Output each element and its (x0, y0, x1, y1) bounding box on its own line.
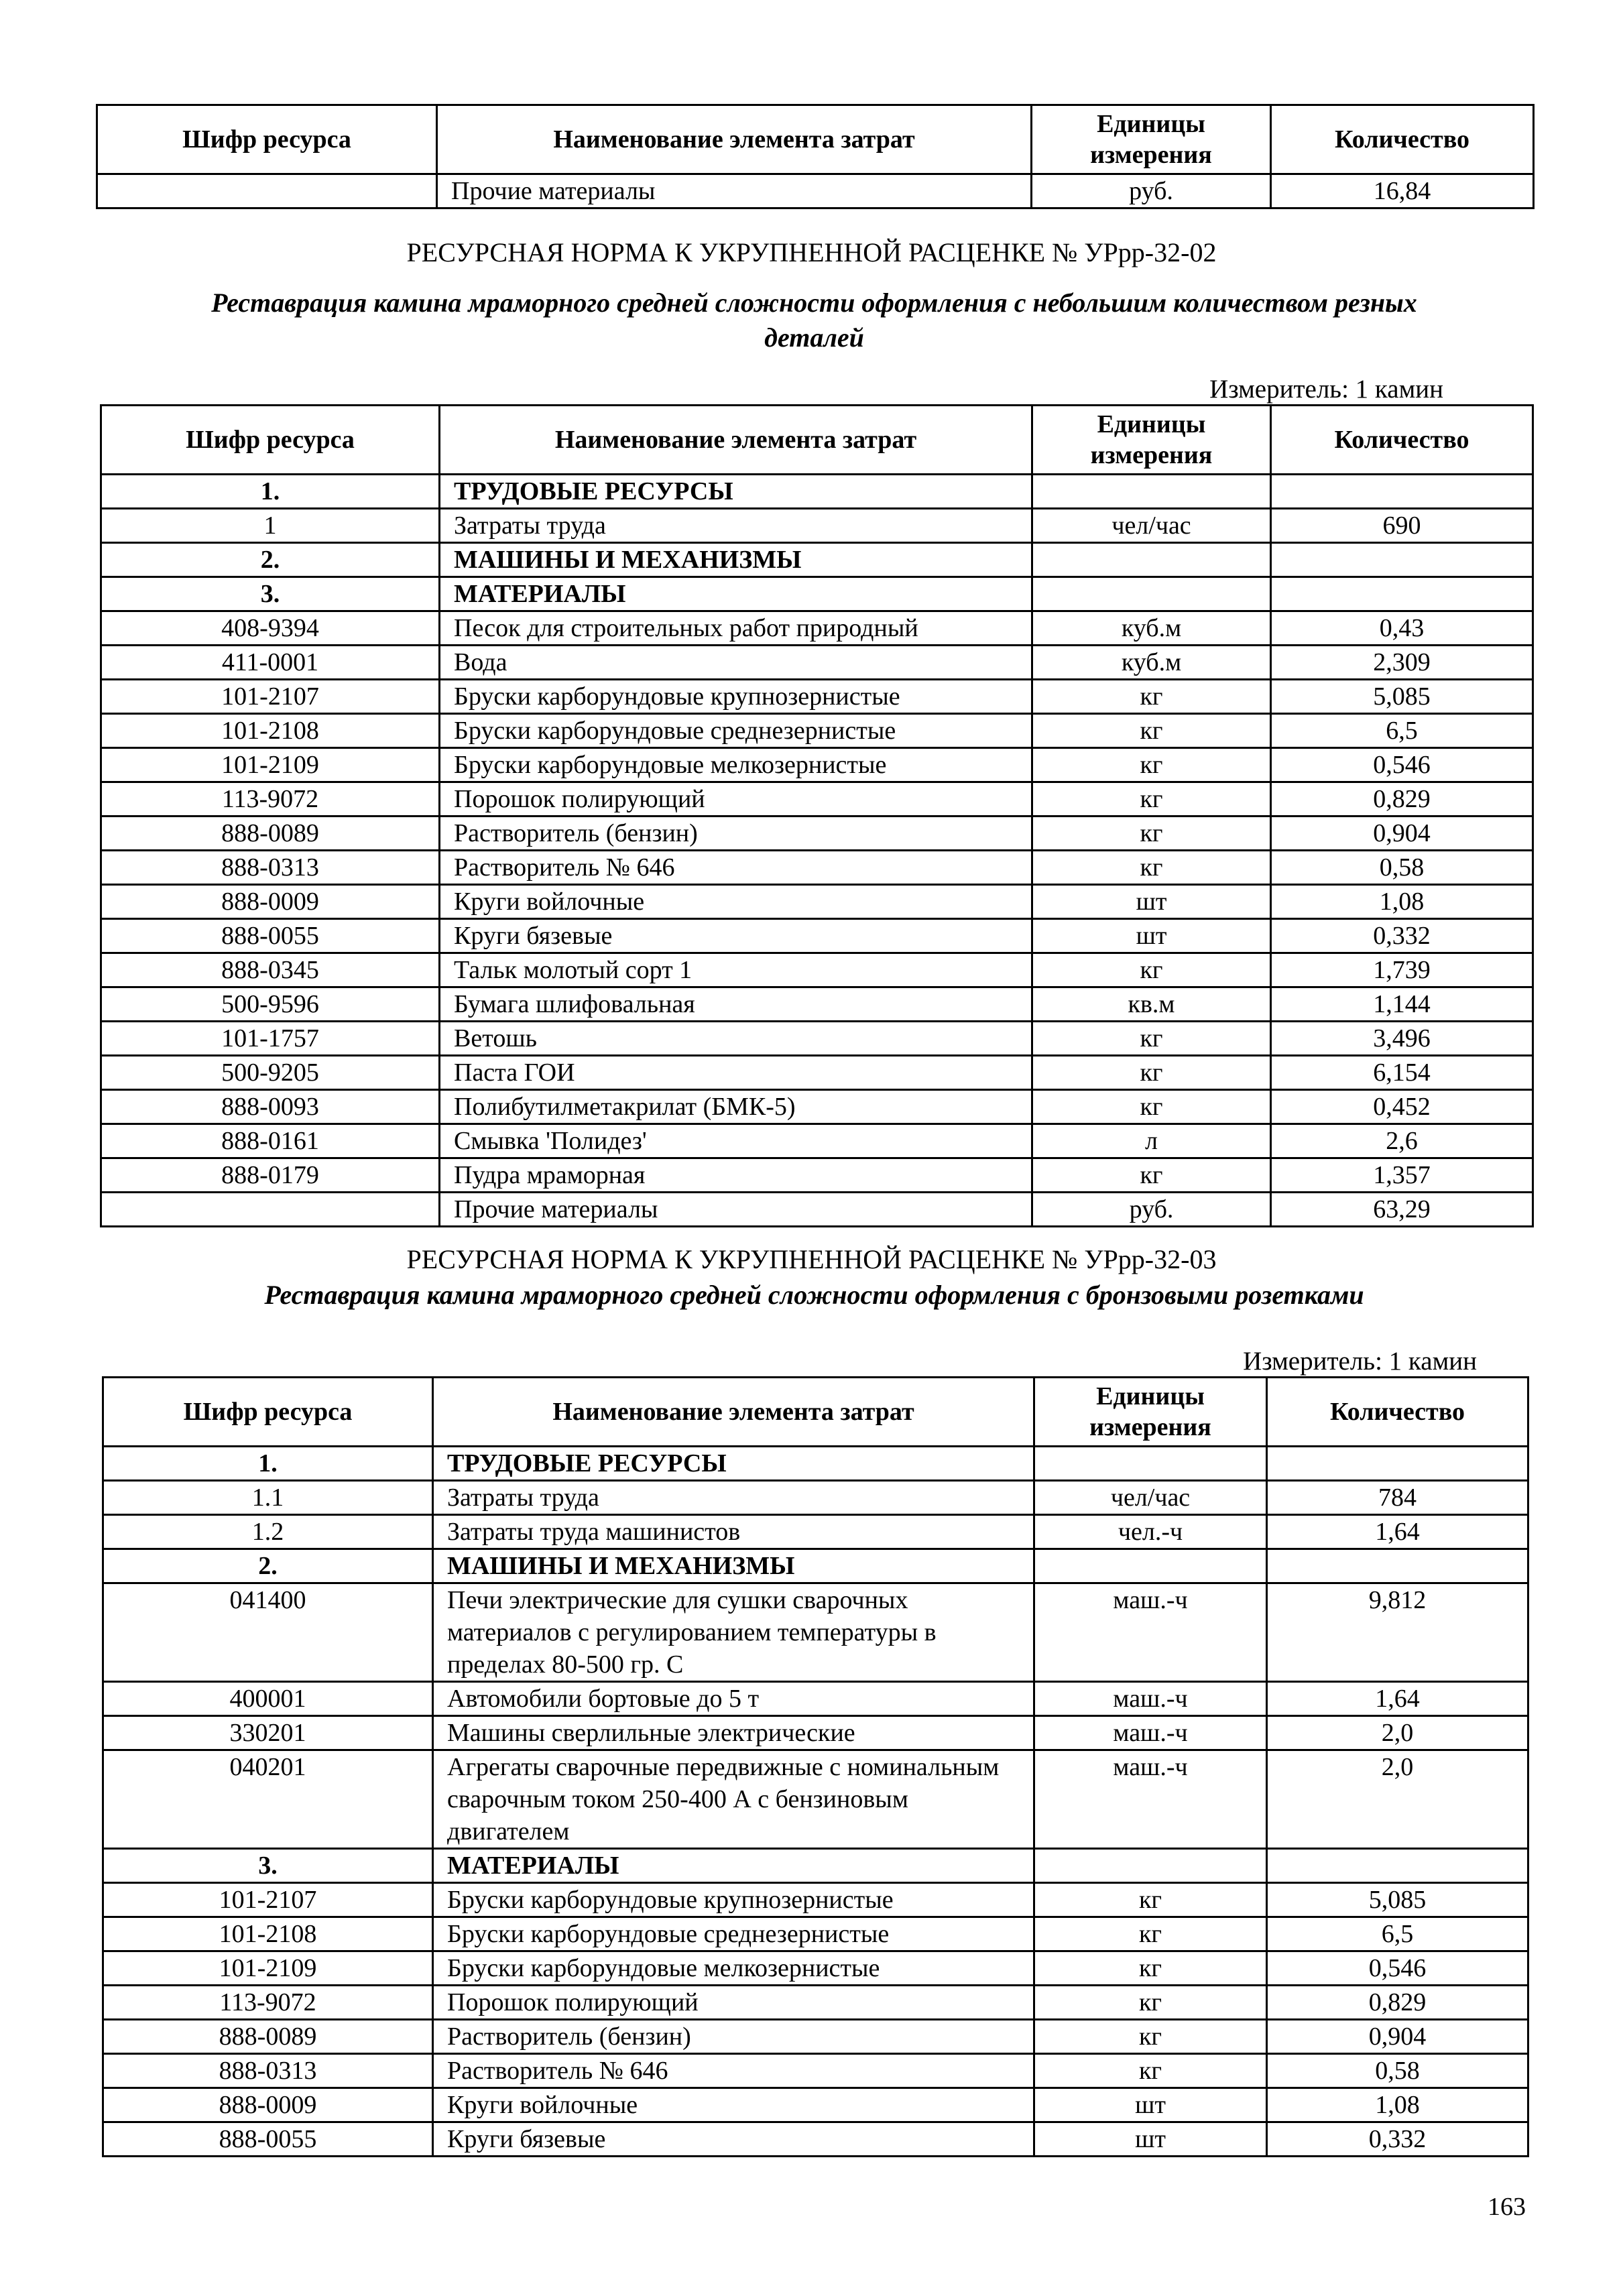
cell-code: 888-0345 (101, 953, 440, 987)
cell-qty: 2,309 (1271, 646, 1533, 680)
cell-qty (1267, 1447, 1528, 1481)
cell-code: 888-0313 (101, 851, 440, 885)
table-continuation (96, 104, 1535, 209)
cell-name: Пудра мраморная (440, 1158, 1032, 1193)
cell-unit: маш.-ч (1034, 1716, 1267, 1750)
cell-unit (1032, 577, 1271, 611)
cell-name: Затраты труда машинистов (433, 1515, 1034, 1549)
cell-qty: 6,154 (1271, 1056, 1533, 1090)
cell-name: Смывка 'Полидез' (440, 1124, 1032, 1158)
table-row (101, 611, 1533, 646)
cell-unit: кв.м (1032, 987, 1271, 1022)
cell-unit: кг (1034, 2054, 1267, 2088)
table-row (101, 646, 1533, 680)
table-section1 (100, 404, 1534, 1227)
cell-qty: 1,357 (1271, 1158, 1533, 1193)
cell-code: 3. (101, 577, 440, 611)
table-row (101, 1158, 1533, 1193)
cell-qty: 2,6 (1271, 1124, 1533, 1158)
cell-name: Паста ГОИ (440, 1056, 1032, 1090)
table-row (101, 1056, 1533, 1090)
cell-code: 2. (101, 543, 440, 577)
table-row (103, 1515, 1528, 1549)
cell-name: Затраты труда (440, 509, 1032, 543)
cell-code: 101-2109 (103, 1951, 433, 1986)
cell-qty: 0,829 (1267, 1986, 1528, 2020)
cell-unit: руб. (1032, 1193, 1271, 1227)
cell-unit: чел/час (1032, 509, 1271, 543)
table-row (101, 817, 1533, 851)
cell-qty: 0,58 (1271, 851, 1533, 885)
table-row (103, 1481, 1528, 1515)
cell-name: МАТЕРИАЛЫ (440, 577, 1032, 611)
cell-code: 1. (103, 1447, 433, 1481)
cell-name: МАШИНЫ И МЕХАНИЗМЫ (440, 543, 1032, 577)
cell-name: Печи электрические для сушки сварочных материалов с регулированием температуры в пределах 80-500 гр. С (433, 1583, 1034, 1682)
cell-unit: кг (1032, 1090, 1271, 1124)
cell-qty: 0,332 (1271, 919, 1533, 953)
cell-unit (1034, 1549, 1267, 1583)
table-row (101, 953, 1533, 987)
cell-qty: 0,452 (1271, 1090, 1533, 1124)
header-unit: Единицы измерения (1032, 406, 1271, 475)
cell-qty: 1,08 (1271, 885, 1533, 919)
cell-code: 113-9072 (101, 782, 440, 817)
cell-unit: кг (1032, 782, 1271, 817)
header-code: Шифр ресурса (103, 1378, 433, 1447)
cell-name: Затраты труда (433, 1481, 1034, 1515)
cell-qty: 2,0 (1267, 1750, 1528, 1849)
cell-unit: чел.-ч (1034, 1515, 1267, 1549)
cell-unit: шт (1032, 885, 1271, 919)
cell-code: 2. (103, 1549, 433, 1583)
cell-unit: кг (1032, 748, 1271, 782)
table-row (103, 2088, 1528, 2122)
cell-name: Автомобили бортовые до 5 т (433, 1682, 1034, 1716)
cell-qty: 690 (1271, 509, 1533, 543)
cell-name: ТРУДОВЫЕ РЕСУРСЫ (440, 475, 1032, 509)
section-row (103, 1549, 1528, 1583)
cell-name: Машины сверлильные электрические (433, 1716, 1034, 1750)
cell-qty (1271, 577, 1533, 611)
cell-name: Прочие материалы (440, 1193, 1032, 1227)
cell-qty: 0,332 (1267, 2122, 1528, 2157)
norm-heading: РЕСУРСНАЯ НОРМА К УКРУПНЕННОЙ РАСЦЕНКЕ № УРрр-32-03 (406, 1244, 1217, 1274)
header-name: Наименование элемента затрат (437, 105, 1032, 174)
cell-qty: 2,0 (1267, 1716, 1528, 1750)
cell-unit: кг (1032, 1022, 1271, 1056)
cell-qty (1267, 1549, 1528, 1583)
table-row (101, 680, 1533, 714)
table-row (103, 1682, 1528, 1716)
table-row (103, 1986, 1528, 2020)
cell-unit: шт (1034, 2122, 1267, 2157)
cell-code: 888-0089 (103, 2020, 433, 2054)
cell-name: Полибутилметакрилат (БМК-5) (440, 1090, 1032, 1124)
cell-name: Бруски карборундовые крупнозернистые (440, 680, 1032, 714)
cell-code: 040201 (103, 1750, 433, 1849)
cell-qty (1267, 1849, 1528, 1883)
section-row (101, 577, 1533, 611)
table-row (103, 1716, 1528, 1750)
table-row (101, 1090, 1533, 1124)
cell-name: Круги бязевые (433, 2122, 1034, 2157)
table-row (101, 1022, 1533, 1056)
cell-name: Бруски карборундовые среднезернистые (440, 714, 1032, 748)
table-row (103, 2122, 1528, 2157)
table-row (101, 851, 1533, 885)
table-row (101, 782, 1533, 817)
cell-name: Песок для строительных работ природный (440, 611, 1032, 646)
cell-unit: кг (1032, 680, 1271, 714)
cell-qty: 1,144 (1271, 987, 1533, 1022)
cell-code: 888-0179 (101, 1158, 440, 1193)
table-row (103, 1917, 1528, 1951)
table-row (97, 174, 1534, 208)
section-row (103, 1447, 1528, 1481)
cell-name: Круги бязевые (440, 919, 1032, 953)
measure-unit: Измеритель: 1 камин (1243, 1347, 1477, 1376)
table-row (103, 1951, 1528, 1986)
cell-qty: 9,812 (1267, 1583, 1528, 1682)
measure-unit: Измеритель: 1 камин (1209, 375, 1443, 404)
cell-unit: кг (1034, 1951, 1267, 1986)
norm-subtitle: Реставрация камина мраморного средней сложности оформления с небольшим количеством резных деталей (211, 288, 1417, 353)
cell-unit: маш.-ч (1034, 1583, 1267, 1682)
cell-unit: чел/час (1034, 1481, 1267, 1515)
table-row (101, 919, 1533, 953)
cell-code (97, 174, 437, 208)
cell-qty: 6,5 (1271, 714, 1533, 748)
cell-code: 1.2 (103, 1515, 433, 1549)
cell-unit: руб. (1032, 174, 1271, 208)
table-row (103, 2020, 1528, 2054)
cell-name: Бумага шлифовальная (440, 987, 1032, 1022)
cell-qty: 6,5 (1267, 1917, 1528, 1951)
cell-code: 888-0093 (101, 1090, 440, 1124)
resource-table (96, 104, 1535, 209)
cell-code: 1.1 (103, 1481, 433, 1515)
table-row (101, 509, 1533, 543)
cell-unit: куб.м (1032, 646, 1271, 680)
cell-code: 330201 (103, 1716, 433, 1750)
table-row (101, 714, 1533, 748)
cell-qty (1271, 475, 1533, 509)
cell-name: Бруски карборундовые среднезернистые (433, 1917, 1034, 1951)
cell-code: 101-1757 (101, 1022, 440, 1056)
cell-code: 400001 (103, 1682, 433, 1716)
cell-qty: 0,546 (1267, 1951, 1528, 1986)
resource-table (100, 404, 1534, 1227)
cell-code: 500-9596 (101, 987, 440, 1022)
header-qty: Количество (1267, 1378, 1528, 1447)
cell-code: 888-0009 (103, 2088, 433, 2122)
table-row (101, 885, 1533, 919)
cell-unit (1032, 475, 1271, 509)
cell-qty: 0,829 (1271, 782, 1533, 817)
cell-code: 101-2107 (103, 1883, 433, 1917)
cell-name: Растворитель (бензин) (433, 2020, 1034, 2054)
cell-unit: кг (1034, 1986, 1267, 2020)
cell-unit: кг (1032, 953, 1271, 987)
cell-name: Прочие материалы (437, 174, 1032, 208)
section-row (101, 543, 1533, 577)
cell-qty: 3,496 (1271, 1022, 1533, 1056)
table-row (101, 748, 1533, 782)
cell-qty: 0,43 (1271, 611, 1533, 646)
cell-unit (1034, 1849, 1267, 1883)
cell-qty: 0,546 (1271, 748, 1533, 782)
header-name: Наименование элемента затрат (433, 1378, 1034, 1447)
cell-qty: 1,64 (1267, 1682, 1528, 1716)
cell-code: 101-2108 (101, 714, 440, 748)
cell-qty: 784 (1267, 1481, 1528, 1515)
cell-name: Ветошь (440, 1022, 1032, 1056)
cell-unit: кг (1034, 1883, 1267, 1917)
cell-name: Порошок полирующий (433, 1986, 1034, 2020)
cell-code: 101-2109 (101, 748, 440, 782)
cell-qty: 1,739 (1271, 953, 1533, 987)
table-row (103, 2054, 1528, 2088)
header-qty: Количество (1271, 406, 1533, 475)
header-unit: Единицы измерения (1034, 1378, 1267, 1447)
cell-qty: 5,085 (1271, 680, 1533, 714)
cell-code: 101-2107 (101, 680, 440, 714)
header-code: Шифр ресурса (101, 406, 440, 475)
cell-qty (1271, 543, 1533, 577)
cell-qty: 1,64 (1267, 1515, 1528, 1549)
header-unit: Единицы измерения (1032, 105, 1271, 174)
cell-qty: 63,29 (1271, 1193, 1533, 1227)
cell-unit: шт (1034, 2088, 1267, 2122)
cell-code: 041400 (103, 1583, 433, 1682)
cell-name: Бруски карборундовые крупнозернистые (433, 1883, 1034, 1917)
cell-code: 888-0089 (101, 817, 440, 851)
cell-code: 500-9205 (101, 1056, 440, 1090)
cell-name: Агрегаты сварочные передвижные с номинальным сварочным током 250-400 А с бензиновым двигателем (433, 1750, 1034, 1849)
cell-code: 3. (103, 1849, 433, 1883)
cell-name: Круги войлочные (433, 2088, 1034, 2122)
cell-code: 888-0009 (101, 885, 440, 919)
cell-qty: 1,08 (1267, 2088, 1528, 2122)
cell-name: Растворитель № 646 (440, 851, 1032, 885)
cell-unit: маш.-ч (1034, 1682, 1267, 1716)
cell-unit (1032, 543, 1271, 577)
cell-code: 1 (101, 509, 440, 543)
table-row (103, 1883, 1528, 1917)
cell-code: 408-9394 (101, 611, 440, 646)
cell-code: 411-0001 (101, 646, 440, 680)
header-qty: Количество (1271, 105, 1534, 174)
cell-unit: л (1032, 1124, 1271, 1158)
cell-unit: кг (1032, 851, 1271, 885)
section-row (103, 1849, 1528, 1883)
header-name: Наименование элемента затрат (440, 406, 1032, 475)
resource-table (102, 1376, 1529, 2157)
section-row (101, 475, 1533, 509)
cell-code: 113-9072 (103, 1986, 433, 2020)
cell-unit: маш.-ч (1034, 1750, 1267, 1849)
cell-name: Бруски карборундовые мелкозернистые (440, 748, 1032, 782)
cell-code: 1. (101, 475, 440, 509)
cell-qty: 16,84 (1271, 174, 1534, 208)
cell-name: ТРУДОВЫЕ РЕСУРСЫ (433, 1447, 1034, 1481)
cell-name: МАШИНЫ И МЕХАНИЗМЫ (433, 1549, 1034, 1583)
cell-unit: кг (1034, 1917, 1267, 1951)
table-section2 (102, 1376, 1529, 2157)
header-code: Шифр ресурса (97, 105, 437, 174)
cell-name: МАТЕРИАЛЫ (433, 1849, 1034, 1883)
cell-unit: кг (1032, 817, 1271, 851)
table-row (101, 987, 1533, 1022)
cell-qty: 0,58 (1267, 2054, 1528, 2088)
table-row (101, 1193, 1533, 1227)
cell-unit: кг (1034, 2020, 1267, 2054)
cell-unit: кг (1032, 714, 1271, 748)
table-row (103, 1750, 1528, 1849)
cell-unit: кг (1032, 1158, 1271, 1193)
cell-qty: 0,904 (1267, 2020, 1528, 2054)
cell-code: 888-0161 (101, 1124, 440, 1158)
table-row (103, 1583, 1528, 1682)
cell-unit: кг (1032, 1056, 1271, 1090)
cell-name: Вода (440, 646, 1032, 680)
cell-name: Круги войлочные (440, 885, 1032, 919)
cell-unit: куб.м (1032, 611, 1271, 646)
page-number: 163 (1488, 2193, 1526, 2221)
cell-qty: 5,085 (1267, 1883, 1528, 1917)
cell-name: Растворитель № 646 (433, 2054, 1034, 2088)
cell-code: 888-0055 (103, 2122, 433, 2157)
cell-code: 888-0313 (103, 2054, 433, 2088)
cell-name: Тальк молотый сорт 1 (440, 953, 1032, 987)
cell-name: Бруски карборундовые мелкозернистые (433, 1951, 1034, 1986)
table-row (101, 1124, 1533, 1158)
norm-subtitle: Реставрация камина мраморного средней сложности оформления с бронзовыми розетками (264, 1280, 1364, 1310)
cell-qty: 0,904 (1271, 817, 1533, 851)
cell-unit: шт (1032, 919, 1271, 953)
cell-code (101, 1193, 440, 1227)
norm-heading: РЕСУРСНАЯ НОРМА К УКРУПНЕННОЙ РАСЦЕНКЕ № УРрр-32-02 (406, 237, 1217, 267)
cell-name: Растворитель (бензин) (440, 817, 1032, 851)
cell-code: 101-2108 (103, 1917, 433, 1951)
cell-code: 888-0055 (101, 919, 440, 953)
cell-name: Порошок полирующий (440, 782, 1032, 817)
cell-unit (1034, 1447, 1267, 1481)
